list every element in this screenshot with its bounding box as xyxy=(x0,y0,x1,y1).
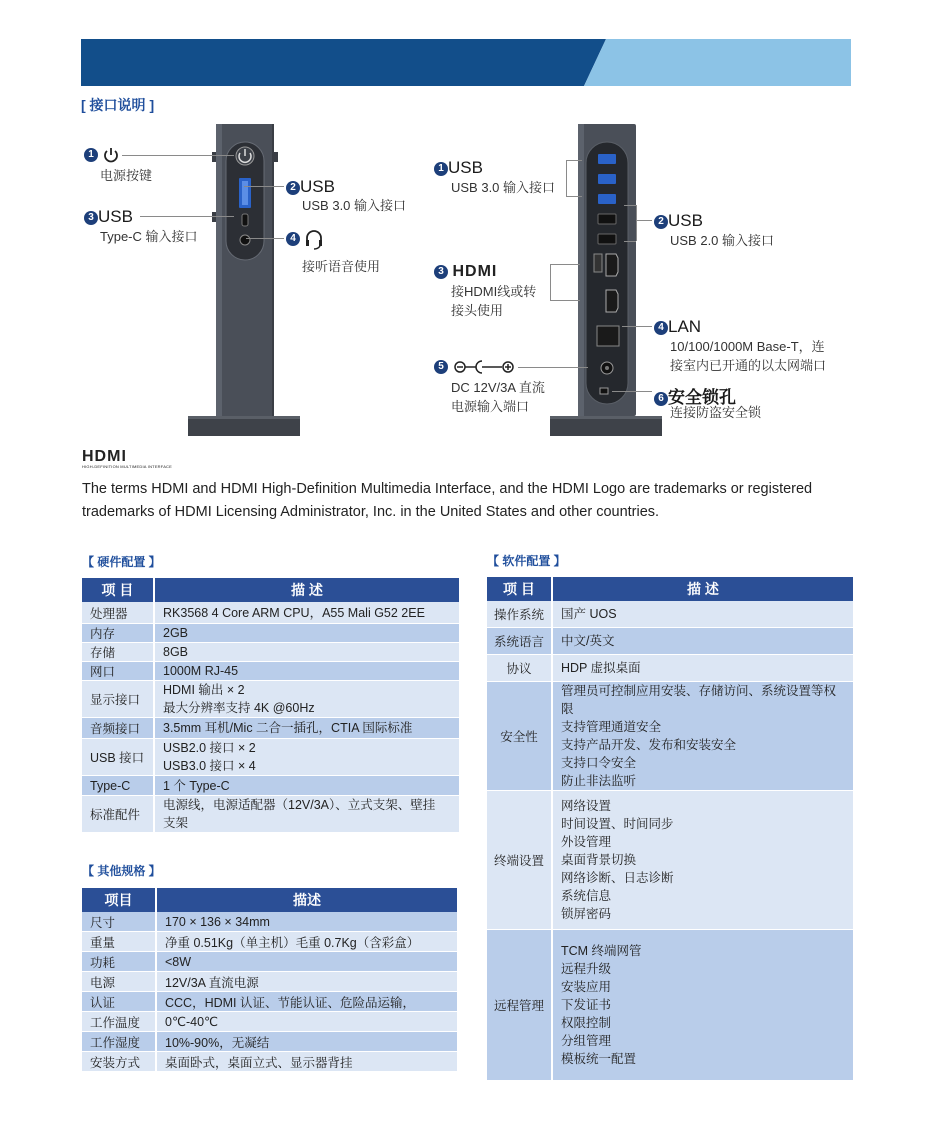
row-value xyxy=(553,930,853,1081)
other-table: 项目 描述 尺寸 170 × 136 × 34mm 重量 净重 0.51Kg（单主机）毛重 0.7Kg（含彩盒） 功耗 <8W 电源 12V/3A 直流电源 认证 CCC，HDMI 认证、节能认证、危险品运输， 工作温度 0℃-40℃ 工作湿度 10%-90%，无凝结 安装方式 桌面卧式，桌面立式、显示器背挂 xyxy=(82,888,457,1072)
label-lock: 6 安全锁孔 xyxy=(654,383,736,408)
row-value xyxy=(155,602,459,624)
value-line: 管理员可控制应用安装、存储访问、系统设置等权限 xyxy=(561,684,837,716)
row-key: USB 接口 xyxy=(82,739,155,776)
hdmi-logo: HDMI HIGH-DEFINITION MULTIMEDIA INTERFACE xyxy=(82,448,173,469)
label-usb-front: 2 USB xyxy=(286,177,335,197)
row-value: 净重 0.51Kg（单主机）毛重 0.7Kg（含彩盒） xyxy=(157,932,457,952)
row-value: 170 × 136 × 34mm xyxy=(157,912,457,932)
label-usb2-rear-sub: USB 2.0 输入接口 xyxy=(670,233,775,248)
table-row xyxy=(82,776,459,796)
value-line: 网络诊断、日志诊断 xyxy=(561,871,674,885)
value-line: 时间设置、时间同步 xyxy=(561,817,674,831)
row-value xyxy=(553,628,853,655)
table-row xyxy=(487,655,853,682)
row-value xyxy=(155,643,459,662)
software-table: 项 目 描 述 操作系统 国产 UOS 系统语言 中文/英文 协议 HDP 虚拟桌面 安全性 管理员可控制应用安装、存储访问、系统设置等权限 支持管理通道安全 支持产品开发、发布和安装安全 支持口令安全 防止非法监听 终端设置 网络设置 时间设置、时间同步 外设管理 桌面背景切换 网络诊断、日志诊断 系统信息 锁屏密码 远程管理 TCM 终端网管 远程升级 安装应用 下发证书 权限控制 分组管理 模板统一配置 xyxy=(487,577,853,1081)
headset-icon xyxy=(304,228,324,250)
table-row xyxy=(487,682,853,791)
label-lan: 4 LAN xyxy=(654,317,701,337)
table-row xyxy=(82,972,457,992)
other-title: 【 其他规格 】 xyxy=(82,864,161,878)
row-value xyxy=(155,624,459,643)
label-lock-sub: 连接防盗安全锁 xyxy=(670,405,762,420)
row-key: 显示接口 xyxy=(82,681,155,718)
power-icon xyxy=(102,146,120,164)
table-row xyxy=(487,791,853,930)
label-power: 1 xyxy=(84,146,120,164)
row-key: 处理器 xyxy=(82,602,155,624)
device-front-image xyxy=(188,122,306,436)
table-row xyxy=(82,662,459,681)
value-line: 锁屏密码 xyxy=(561,907,612,921)
hardware-table: 项 目 描 述 处理器 RK3568 4 Core ARM CPU，A55 Mali G52 2EE 内存 2GB 存储 8GB 网口 1000M RJ-45 显示接口 HDMI 输出 × 2 最大分辨率支持 4K @60Hz 音频接口 3.5mm 耳机/Mic 二合一插孔，CTIA 国际标准 USB 接口 USB2.0 接口 × 2 USB3.0 接口 × 4 Type-C 1 个 Type-C 标准配件 电源线，电源适配器（12V/3A）、立式支架、壁挂 支架 xyxy=(82,578,459,833)
value-line: 网络设置 xyxy=(561,799,612,813)
value-line: HDP 虚拟桌面 xyxy=(561,661,641,675)
row-value xyxy=(553,791,853,930)
label-hdmi-rear-sub: 接HDMI线或转 接头使用 xyxy=(451,284,537,318)
row-value: 12V/3A 直流电源 xyxy=(157,972,457,992)
value-line: HDMI 输出 × 2 xyxy=(163,683,245,697)
value-line: 电源线，电源适配器（12V/3A）、立式支架、壁挂 xyxy=(163,798,436,812)
value-line: RK3568 4 Core ARM CPU，A55 Mali G52 2EE xyxy=(163,605,425,620)
label-usb3-rear: 1 USB xyxy=(434,158,483,178)
row-value: 桌面卧式，桌面立式、显示器背挂 xyxy=(157,1052,457,1072)
label-typec-sub: Type-C 输入接口 xyxy=(100,229,198,244)
value-line: 下发证书 xyxy=(561,998,612,1012)
software-title: 【 软件配置 】 xyxy=(487,554,566,568)
dc-polarity-icon xyxy=(452,358,516,376)
label-headset-sub: 接听语音使用 xyxy=(302,259,381,274)
row-value: 0℃-40℃ xyxy=(157,1012,457,1032)
label-typec: 3 USB xyxy=(84,207,133,227)
value-line: 系统信息 xyxy=(561,889,612,903)
label-headset: 4 xyxy=(286,228,324,250)
row-value xyxy=(155,681,459,718)
hdmi-logo-icon: HDMI xyxy=(452,263,498,280)
row-value xyxy=(155,718,459,739)
row-key: 协议 xyxy=(487,655,553,682)
table-row xyxy=(82,624,459,643)
value-line: 分组管理 xyxy=(561,1034,612,1048)
row-key: 尺寸 xyxy=(82,912,157,932)
row-key: 电源 xyxy=(82,972,157,992)
value-line: 1 个 Type-C xyxy=(163,778,230,793)
row-value: <8W xyxy=(157,952,457,972)
row-key: 远程管理 xyxy=(487,930,553,1081)
label-power-sub: 电源按键 xyxy=(100,168,153,183)
row-value xyxy=(155,776,459,796)
value-line: 桌面背景切换 xyxy=(561,853,637,867)
row-key: 操作系统 xyxy=(487,601,553,628)
header-banner xyxy=(81,39,851,86)
table-row xyxy=(82,1052,457,1072)
value-line: 3.5mm 耳机/Mic 二合一插孔，CTIA 国际标准 xyxy=(163,721,413,735)
label-hdmi-rear: 3 HDMI xyxy=(434,263,497,281)
table-row xyxy=(487,628,853,655)
hdmi-trademark-text: The terms HDMI and HDMI High-Definition Multimedia Interface, and the HDMI Logo are trademarks or registered trademarks of HDMI Licensing Administrator, Inc. in the United States and other countries. xyxy=(82,481,813,520)
value-line: 支持产品开发、发布和安装安全 xyxy=(561,738,737,752)
label-dc-sub: DC 12V/3A 直流 电源输入端口 xyxy=(451,380,545,414)
table-row xyxy=(82,932,457,952)
row-key: 音频接口 xyxy=(82,718,155,739)
label-usb3-rear-sub: USB 3.0 输入接口 xyxy=(451,180,556,195)
row-key: 内存 xyxy=(82,624,155,643)
row-key: 存储 xyxy=(82,643,155,662)
value-line: 支持口令安全 xyxy=(561,756,637,770)
value-line: USB2.0 接口 × 2 xyxy=(163,741,256,755)
value-line: 2GB xyxy=(163,626,189,640)
value-line: 中文/英文 xyxy=(561,634,615,648)
row-key: 标准配件 xyxy=(82,796,155,833)
value-line: 1000M RJ-45 xyxy=(163,664,239,678)
row-value: 10%-90%，无凝结 xyxy=(157,1032,457,1052)
value-line: 安装应用 xyxy=(561,980,612,994)
table-row xyxy=(82,739,459,776)
table-row xyxy=(82,602,459,624)
value-line: TCM 终端网管 xyxy=(561,944,642,958)
table-row xyxy=(82,1012,457,1032)
row-value xyxy=(553,601,853,628)
table-row xyxy=(82,992,457,1012)
value-line: 防止非法监听 xyxy=(561,774,637,788)
row-key: 重量 xyxy=(82,932,157,952)
row-key: 安装方式 xyxy=(82,1052,157,1072)
device-rear-image xyxy=(550,122,664,436)
value-line: 支持管理通道安全 xyxy=(561,720,662,734)
row-value xyxy=(155,662,459,681)
row-key: Type-C xyxy=(82,776,155,796)
row-value xyxy=(155,739,459,776)
row-key: 终端设置 xyxy=(487,791,553,930)
row-value xyxy=(553,655,853,682)
table-row xyxy=(82,643,459,662)
value-line: 模板统一配置 xyxy=(561,1052,637,1066)
row-key: 工作湿度 xyxy=(82,1032,157,1052)
table-row xyxy=(82,912,457,932)
value-line: 远程升级 xyxy=(561,962,612,976)
section-title-ports: [ 接口说明 ] xyxy=(81,97,155,113)
row-key: 功耗 xyxy=(82,952,157,972)
label-lan-sub: 10/100/1000M Base-T，连 接室内已开通的以太网端口 xyxy=(670,339,827,373)
table-row xyxy=(82,796,459,833)
table-row xyxy=(82,952,457,972)
row-value xyxy=(553,682,853,791)
row-key: 系统语言 xyxy=(487,628,553,655)
row-key: 工作温度 xyxy=(82,1012,157,1032)
value-line: 权限控制 xyxy=(561,1016,612,1030)
value-line: 国产 UOS xyxy=(561,607,617,621)
label-usb2-rear: 2 USB xyxy=(654,211,703,231)
table-row xyxy=(487,930,853,1081)
hardware-title: 【 硬件配置 】 xyxy=(82,555,161,569)
row-key: 认证 xyxy=(82,992,157,1012)
table-row xyxy=(487,601,853,628)
value-line: 最大分辨率支持 4K @60Hz xyxy=(163,701,315,715)
value-line: USB3.0 接口 × 4 xyxy=(163,759,256,773)
label-usb-front-sub: USB 3.0 输入接口 xyxy=(302,198,407,213)
value-line: 支架 xyxy=(163,816,189,830)
row-value xyxy=(155,796,459,833)
row-key: 网口 xyxy=(82,662,155,681)
table-row xyxy=(82,718,459,739)
value-line: 外设管理 xyxy=(561,835,612,849)
label-dc: 5 xyxy=(434,358,516,376)
row-value: CCC，HDMI 认证、节能认证、危险品运输， xyxy=(157,992,457,1012)
value-line: 8GB xyxy=(163,645,189,659)
table-row xyxy=(82,1032,457,1052)
row-key: 安全性 xyxy=(487,682,553,791)
table-row xyxy=(82,681,459,718)
